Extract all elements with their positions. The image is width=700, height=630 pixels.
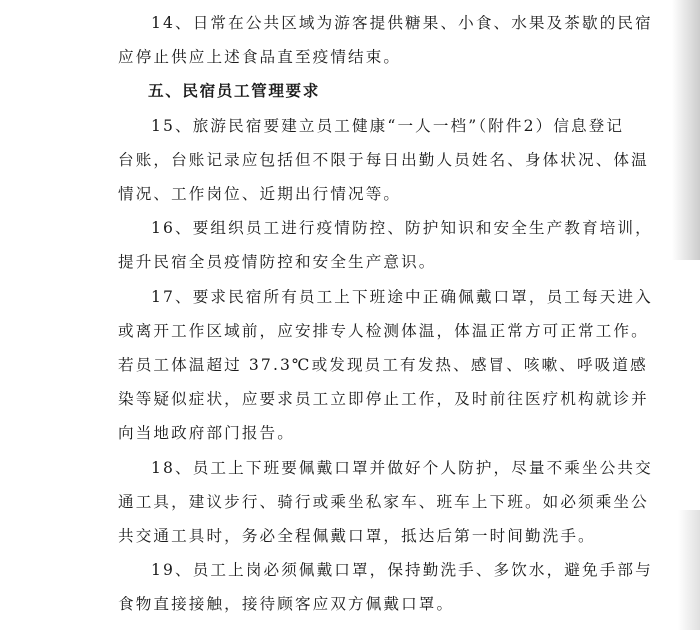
text-line: 台账，台账记录应包括但不限于每日出勤人员姓名、身体状况、体温 [118,150,649,169]
page-shadow-bottom-right [678,510,700,630]
text-line: 15、旅游民宿要建立员工健康“一人一档”（附件2）信息登记 [151,116,625,135]
document-body [118,6,653,622]
text-line: 17、要求民宿所有员工上下班途中正确佩戴口罩，员工每天进入 [151,287,653,306]
text-line: 共交通工具时，务必全程佩戴口罩，抵达后第一时间勤洗手。 [118,527,596,546]
text-line: 19、员工上岗必须佩戴口罩，保持勤洗手、多饮水，避免手部与 [151,561,653,580]
text-line: 14、日常在公共区域为游客提供糖果、小食、水果及茶歇的民宿 [151,14,653,32]
text-line: 情况、工作岗位、近期出行情况等。 [118,185,402,204]
text-line: 提升民宿全员疫情防控和安全生产意识。 [118,253,437,272]
text-line: 食物直接接触，接待顾客应双方佩戴口罩。 [118,595,455,614]
text-line: 16、要组织员工进行疫情防控、防护知识和安全生产教育培训， [151,219,653,238]
text-line: 通工具，建议步行、骑行或乘坐私家车、班车上下班。如必须乘坐公 [118,492,649,511]
page-shadow-top-right [672,0,700,260]
text-line: 应停止供应上述食品直至疫情结束。 [118,48,402,67]
section-heading: 五、民宿员工管理要求 [148,82,320,101]
text-line: 染等疑似症状，应要求员工立即停止工作，及时前往医疗机构就诊并 [118,390,649,409]
text-line: 或离开工作区域前，应安排专人检测体温，体温正常方可正常工作。 [118,321,649,340]
text-line: 向当地政府部门报告。 [118,424,295,443]
text-line: 18、员工上下班要佩戴口罩并做好个人防护，尽量不乘坐公共交 [151,458,653,477]
text-line: 若员工体温超过 37.3℃或发现员工有发热、感冒、咳嗽、呼吸道感 [118,356,648,375]
